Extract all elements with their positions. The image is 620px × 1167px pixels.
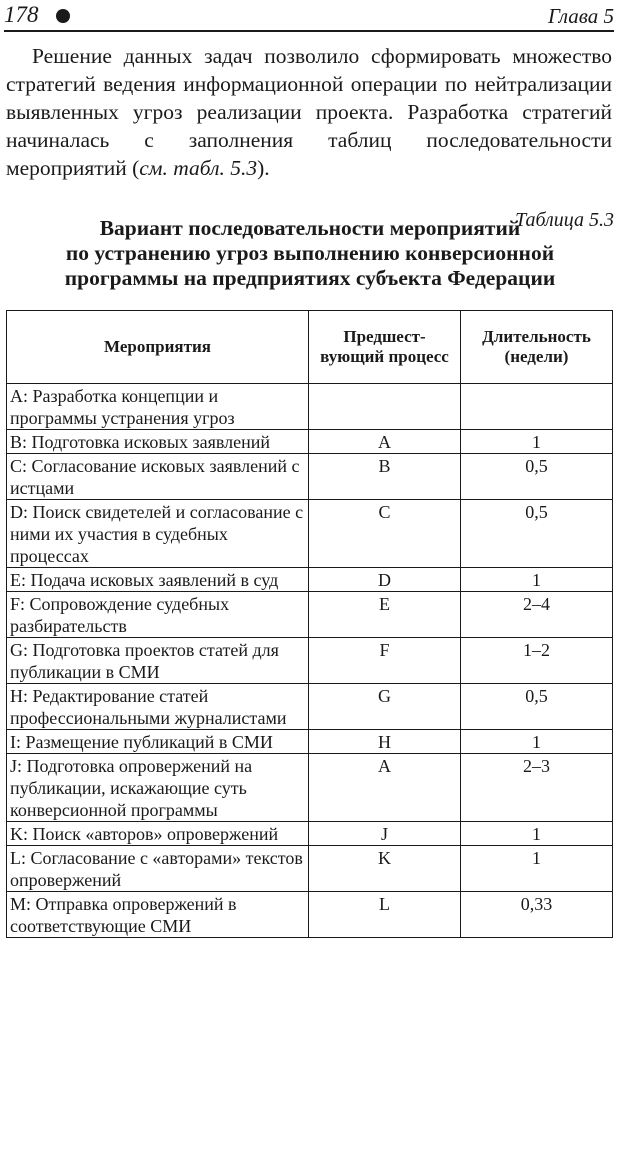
table-reference: см. табл. 5.3 xyxy=(139,156,258,180)
event-cell: I: Размещение публикаций в СМИ xyxy=(7,730,309,754)
predecessor-cell: H xyxy=(309,730,461,754)
duration-cell: 0,5 xyxy=(461,500,613,568)
table-row xyxy=(7,638,613,684)
duration-cell: 2–3 xyxy=(461,754,613,822)
table-row xyxy=(7,730,613,754)
table-caption: Таблица 5.3 xyxy=(515,209,614,231)
table-row xyxy=(7,568,613,592)
predecessor-cell xyxy=(309,384,461,430)
duration-cell: 1–2 xyxy=(461,638,613,684)
event-cell: K: Поиск «авторов» опровержений xyxy=(7,822,309,846)
predecessor-cell: L xyxy=(309,892,461,938)
duration-cell: 1 xyxy=(461,430,613,454)
predecessor-cell: D xyxy=(309,568,461,592)
event-cell: J: Подготовка опровержений на публикации, искажающие суть конверсионной программы xyxy=(7,754,309,822)
predecessor-cell: B xyxy=(309,454,461,500)
header-predecessor: Предшест-вующий процесс xyxy=(309,311,461,384)
duration-cell: 0,33 xyxy=(461,892,613,938)
body-paragraph xyxy=(6,42,612,182)
table-header-row xyxy=(7,311,613,384)
page-header xyxy=(4,2,614,30)
table-title xyxy=(0,216,620,291)
table-row xyxy=(7,754,613,822)
table-row xyxy=(7,822,613,846)
predecessor-cell: A xyxy=(309,430,461,454)
event-cell: B: Подготовка исковых заявлений xyxy=(7,430,309,454)
table-row xyxy=(7,592,613,638)
duration-cell: 1 xyxy=(461,568,613,592)
events-table xyxy=(6,310,613,938)
event-cell: E: Подача исковых заявлений в суд xyxy=(7,568,309,592)
duration-cell: 1 xyxy=(461,730,613,754)
table-title-line-2: по устранению угроз выполнению конверсионной xyxy=(65,241,555,265)
header-duration: Длительность (недели) xyxy=(461,311,613,384)
paragraph-ending: ). xyxy=(257,156,270,180)
predecessor-cell: G xyxy=(309,684,461,730)
duration-cell: 0,5 xyxy=(461,684,613,730)
page-number: 178 xyxy=(4,2,39,27)
table-row xyxy=(7,684,613,730)
event-cell: G: Подготовка проектов статей для публикации в СМИ xyxy=(7,638,309,684)
bullet-dot-icon xyxy=(56,9,70,23)
duration-cell: 2–4 xyxy=(461,592,613,638)
chapter-label: Глава 5 xyxy=(548,4,614,28)
paragraph-text: Решение данных задач позволило сформировать множество стратегий ведения информационной операции по нейтрализации выявленных угроз реализации проекта. Разработка стратегий начиналась с заполнения таблиц последовательности мероприятий ( xyxy=(6,44,612,180)
duration-cell: 0,5 xyxy=(461,454,613,500)
event-cell: A: Разработка концепции и программы устранения угроз xyxy=(7,384,309,430)
table-title-line-3: программы на предприятиях субъекта Федерации xyxy=(64,266,556,290)
table-row xyxy=(7,384,613,430)
table-body xyxy=(7,384,613,938)
duration-cell: 1 xyxy=(461,846,613,892)
header-rule xyxy=(4,30,614,32)
header-events: Мероприятия xyxy=(7,311,309,384)
table-row xyxy=(7,454,613,500)
predecessor-cell: C xyxy=(309,500,461,568)
event-cell: M: Отправка опровержений в соответствующие СМИ xyxy=(7,892,309,938)
duration-cell: 1 xyxy=(461,822,613,846)
event-cell: C: Согласование исковых заявлений с истцами xyxy=(7,454,309,500)
table-row xyxy=(7,430,613,454)
event-cell: D: Поиск свидетелей и согласование с ними их участия в судебных процессах xyxy=(7,500,309,568)
table-row xyxy=(7,846,613,892)
event-cell: F: Сопровождение судебных разбирательств xyxy=(7,592,309,638)
duration-cell xyxy=(461,384,613,430)
predecessor-cell: J xyxy=(309,822,461,846)
predecessor-cell: F xyxy=(309,638,461,684)
event-cell: L: Согласование с «авторами» текстов опровержений xyxy=(7,846,309,892)
predecessor-cell: E xyxy=(309,592,461,638)
predecessor-cell: A xyxy=(309,754,461,822)
table-row xyxy=(7,892,613,938)
table-row xyxy=(7,500,613,568)
table-title-line-1: Вариант последовательности мероприятий xyxy=(99,216,521,240)
event-cell: H: Редактирование статей профессиональными журналистами xyxy=(7,684,309,730)
predecessor-cell: K xyxy=(309,846,461,892)
